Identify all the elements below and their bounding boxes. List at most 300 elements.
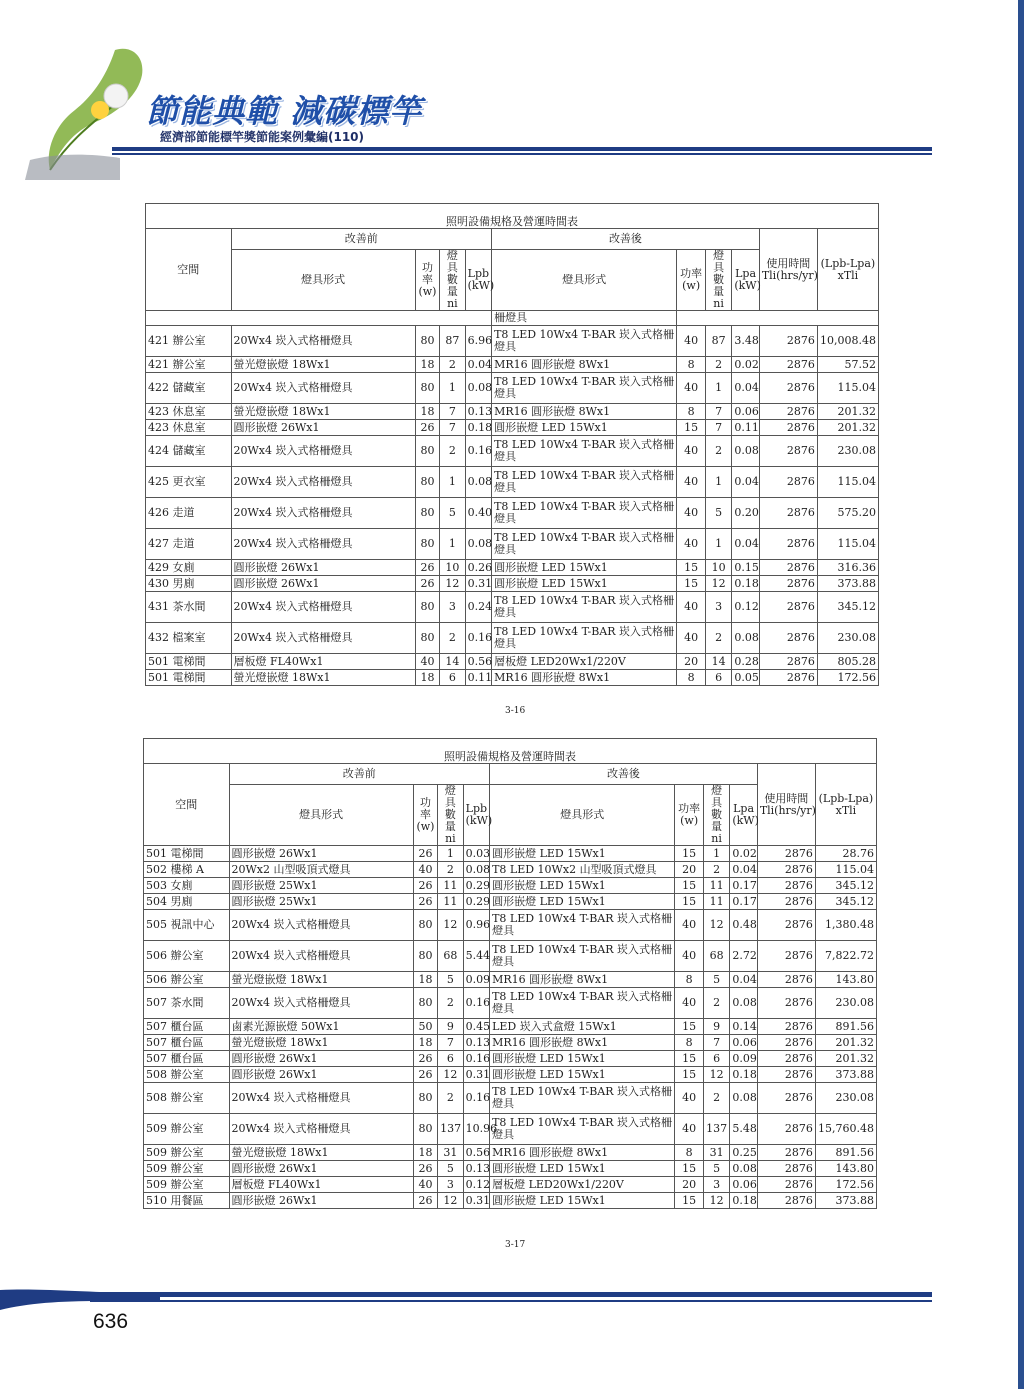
- table-cell: 2: [703, 862, 729, 878]
- table-cell: 12: [703, 1193, 729, 1209]
- table-cell: T8 LED 10Wx4 T-BAR 崁入式格柵燈具: [490, 941, 675, 972]
- table-cell: 7: [705, 420, 731, 436]
- table-cell: 20: [675, 1177, 704, 1193]
- table-cell: 11: [438, 894, 463, 910]
- table-cell: 423 休息室: [146, 404, 232, 420]
- table-cell: 40: [675, 1083, 704, 1114]
- table-cell: 圓形嵌燈 26Wx1: [229, 1161, 413, 1177]
- table-cell: 2876: [757, 1019, 815, 1035]
- table-cell: 40: [677, 467, 706, 498]
- table-cell: 圓形嵌燈 LED 15Wx1: [490, 894, 675, 910]
- header-lpb: Lpb (kW): [463, 785, 489, 846]
- table-cell: 2876: [759, 404, 817, 420]
- table-row: [144, 1145, 877, 1161]
- table-cell: T8 LED 10Wx4 T-BAR 崁入式格柵燈具: [490, 1114, 675, 1145]
- table-cell: 510 用餐區: [144, 1193, 230, 1209]
- table-cell: 68: [703, 941, 729, 972]
- table-cell: 0.25: [730, 1145, 757, 1161]
- header-after: 改善後: [490, 764, 758, 785]
- table-cell: 0.08: [465, 373, 491, 404]
- table-cell: 螢光燈嵌燈 18Wx1: [231, 404, 415, 420]
- table-cell: 172.56: [815, 1177, 876, 1193]
- table-cell: 2876: [759, 357, 817, 373]
- table-cell: 圓形嵌燈 26Wx1: [231, 576, 415, 592]
- table-cell: 0.11: [465, 670, 491, 686]
- table-cell: 15: [675, 878, 704, 894]
- table-cell: 20Wx4 崁入式格柵燈具: [231, 326, 415, 357]
- header-lpa: Lpa (kW): [732, 250, 759, 311]
- header-row: [144, 764, 877, 785]
- table-cell: 2876: [757, 988, 815, 1019]
- table-cell: 0.02: [732, 357, 759, 373]
- table-cell: T8 LED 10Wx4 T-BAR 崁入式格柵燈具: [492, 373, 677, 404]
- header-power-after: 功率 (w): [675, 785, 704, 846]
- table-cell: 503 女廁: [144, 878, 230, 894]
- table-cell: T8 LED 10Wx4 T-BAR 崁入式格柵燈具: [492, 467, 677, 498]
- table-cell: 6: [705, 670, 731, 686]
- table-cell: 80: [415, 623, 439, 654]
- table-row: [144, 1161, 877, 1177]
- table-cell: T8 LED 10Wx4 T-BAR 崁入式格柵燈具: [492, 529, 677, 560]
- table-cell: 345.12: [817, 592, 878, 623]
- table-cell: 80: [415, 592, 439, 623]
- table-cell: 18: [415, 404, 439, 420]
- table-row: [146, 436, 879, 467]
- continuation-text: 柵燈具: [492, 311, 677, 326]
- table-cell: 1: [440, 373, 465, 404]
- table-cell: 26: [415, 420, 439, 436]
- table-cell: 0.16: [463, 1083, 489, 1114]
- table-row: [144, 878, 877, 894]
- table-cell: 15: [675, 1161, 704, 1177]
- table-cell: 8: [677, 670, 706, 686]
- table-cell: 40: [677, 498, 706, 529]
- table-cell: 3.48: [732, 326, 759, 357]
- table-row: [144, 1035, 877, 1051]
- table-cell: 20Wx4 崁入式格柵燈具: [229, 910, 413, 941]
- table-cell: MR16 圓形嵌燈 8Wx1: [490, 1145, 675, 1161]
- table-cell: 115.04: [817, 529, 878, 560]
- footer-rule-thin: [90, 1300, 932, 1302]
- table-cell: 6: [703, 1051, 729, 1067]
- table-cell: MR16 圓形嵌燈 8Wx1: [492, 357, 677, 373]
- table-cell: 575.20: [817, 498, 878, 529]
- table-cell: 圓形嵌燈 25Wx1: [229, 894, 413, 910]
- table-cell: 8: [677, 404, 706, 420]
- table-cell: 鹵素光源嵌燈 50Wx1: [229, 1019, 413, 1035]
- table-cell: 2876: [759, 576, 817, 592]
- table-cell: 圓形嵌燈 LED 15Wx1: [490, 1067, 675, 1083]
- table-cell: 20Wx4 崁入式格柵燈具: [229, 941, 413, 972]
- table-cell: 0.15: [732, 560, 759, 576]
- table-cell: 20: [677, 654, 706, 670]
- table-row: [144, 1067, 877, 1083]
- table-cell: 20Wx4 崁入式格柵燈具: [229, 1114, 413, 1145]
- table-cell: T8 LED 10Wx4 T-BAR 崁入式格柵燈具: [492, 592, 677, 623]
- table-cell: 507 櫃台區: [144, 1035, 230, 1051]
- table-cell: 2876: [757, 846, 815, 862]
- table-cell: 12: [438, 910, 463, 941]
- table-cell: 427 走道: [146, 529, 232, 560]
- table-cell: MR16 圓形嵌燈 8Wx1: [490, 1035, 675, 1051]
- table-cell: 12: [703, 910, 729, 941]
- table-cell: 12: [438, 1067, 463, 1083]
- table-cell: 20Wx4 崁入式格柵燈具: [229, 988, 413, 1019]
- table-cell: MR16 圓形嵌燈 8Wx1: [490, 972, 675, 988]
- table-cell: 504 男廁: [144, 894, 230, 910]
- table-cell: 0.03: [463, 846, 489, 862]
- table-cell: 26: [413, 1067, 437, 1083]
- table-row: [144, 1051, 877, 1067]
- table-row: [144, 862, 877, 878]
- table-row: [144, 1083, 877, 1114]
- table-cell: 圓形嵌燈 26Wx1: [229, 1051, 413, 1067]
- table-cell: 10: [440, 560, 465, 576]
- table-cell: 26: [415, 576, 439, 592]
- table-cell: 3: [705, 592, 731, 623]
- table-cell: 8: [675, 1145, 704, 1161]
- table-cell: 80: [413, 988, 437, 1019]
- table-cell: 20Wx4 崁入式格柵燈具: [229, 1083, 413, 1114]
- table-row: [144, 1114, 877, 1145]
- brand-subtitle: 經濟部節能標竿獎節能案例彙編(110): [160, 130, 365, 144]
- table-cell: 431 茶水間: [146, 592, 232, 623]
- table-cell: 15: [677, 576, 706, 592]
- table-cell: 373.88: [815, 1193, 876, 1209]
- table-cell: 0.13: [463, 1035, 489, 1051]
- table-cell: 0.05: [732, 670, 759, 686]
- table-cell: 316.36: [817, 560, 878, 576]
- table-cell: 40: [677, 623, 706, 654]
- table-cell: 2: [440, 357, 465, 373]
- footer-rule: [90, 1292, 932, 1297]
- table-row: [146, 592, 879, 623]
- table-cell: 0.16: [465, 623, 491, 654]
- table-cell: 20Wx4 崁入式格柵燈具: [231, 498, 415, 529]
- table-cell: 5: [703, 972, 729, 988]
- table-cell: 5: [703, 1161, 729, 1177]
- table-cell: 螢光燈嵌燈 18Wx1: [231, 670, 415, 686]
- header-space: 空間: [146, 229, 232, 311]
- header-count-after: 燈具 數量 ni: [705, 250, 731, 311]
- table-cell: 0.18: [730, 1193, 757, 1209]
- table-cell: 424 儲藏室: [146, 436, 232, 467]
- table-cell: 115.04: [817, 373, 878, 404]
- table-cell: 40: [677, 326, 706, 357]
- table-cell: 7: [438, 1035, 463, 1051]
- table-cell: T8 LED 10Wx4 T-BAR 崁入式格柵燈具: [492, 498, 677, 529]
- table-cell: 圓形嵌燈 LED 15Wx1: [490, 1051, 675, 1067]
- table-cell: 26: [413, 1193, 437, 1209]
- table-cell: 圓形嵌燈 26Wx1: [231, 560, 415, 576]
- table-cell: 18: [413, 1035, 437, 1051]
- table-cell: 2876: [759, 467, 817, 498]
- table-cell: 506 辦公室: [144, 941, 230, 972]
- table-cell: 137: [703, 1114, 729, 1145]
- table-cell: T8 LED 10Wx4 T-BAR 崁入式格柵燈具: [492, 436, 677, 467]
- table-cell: 80: [415, 467, 439, 498]
- table-cell: 3: [440, 592, 465, 623]
- table-cell: 5: [438, 1161, 463, 1177]
- table-cell: 0.08: [732, 623, 759, 654]
- table-cell: 509 辦公室: [144, 1145, 230, 1161]
- table-cell: 423 休息室: [146, 420, 232, 436]
- header-before: 改善前: [229, 764, 490, 785]
- table-cell: 115.04: [817, 467, 878, 498]
- table-cell: 2876: [757, 1067, 815, 1083]
- table-cell: 143.80: [815, 1161, 876, 1177]
- table-cell: 圓形嵌燈 LED 15Wx1: [490, 1161, 675, 1177]
- table-cell: 40: [675, 910, 704, 941]
- table-cell: 0.48: [730, 910, 757, 941]
- footer-wedge: [0, 1270, 160, 1310]
- table-cell: 5.48: [730, 1114, 757, 1145]
- table-cell: 0.13: [463, 1161, 489, 1177]
- table-cell: 0.08: [465, 467, 491, 498]
- table-row: [146, 560, 879, 576]
- table-cell: 2: [703, 988, 729, 1019]
- table-cell: 螢光燈嵌燈 18Wx1: [231, 357, 415, 373]
- header-rule: [112, 147, 932, 151]
- table-cell: 2876: [759, 436, 817, 467]
- continuation-row: [146, 311, 879, 326]
- header-calc: (Lpb-Lpa) xTli: [817, 229, 878, 311]
- table-cell: 201.32: [815, 1051, 876, 1067]
- table-cell: 509 辦公室: [144, 1161, 230, 1177]
- table-cell: 圓形嵌燈 LED 15Wx1: [490, 846, 675, 862]
- table-cell: 5.44: [463, 941, 489, 972]
- table-cell: 2: [440, 436, 465, 467]
- table-cell: T8 LED 10Wx4 T-BAR 崁入式格柵燈具: [490, 1083, 675, 1114]
- table-cell: 28.76: [815, 846, 876, 862]
- table-cell: 2876: [759, 373, 817, 404]
- table-cell: 15: [675, 846, 704, 862]
- table-cell: 2: [705, 357, 731, 373]
- table-cell: 9: [703, 1019, 729, 1035]
- header-lpb: Lpb (kW): [465, 250, 491, 311]
- table-cell: 10,008.48: [817, 326, 878, 357]
- table-cell: T8 LED 10Wx4 T-BAR 崁入式格柵燈具: [492, 326, 677, 357]
- table-cell: 11: [703, 878, 729, 894]
- table-cell: 2876: [757, 1035, 815, 1051]
- table-cell: 20Wx4 崁入式格柵燈具: [231, 529, 415, 560]
- table-row: [144, 846, 877, 862]
- table-cell: 2.72: [730, 941, 757, 972]
- table-cell: 0.08: [730, 1161, 757, 1177]
- table-cell: 0.31: [463, 1067, 489, 1083]
- table-cell: 0.18: [465, 420, 491, 436]
- table-cell: 31: [438, 1145, 463, 1161]
- table-cell: 2: [703, 1083, 729, 1114]
- table-cell: 15: [675, 1067, 704, 1083]
- table-row: [146, 529, 879, 560]
- table-cell: 0.06: [730, 1035, 757, 1051]
- table-cell: 373.88: [817, 576, 878, 592]
- table-cell: 40: [675, 1114, 704, 1145]
- page-edge-bar: [1018, 0, 1024, 1389]
- table-cell: 0.56: [465, 654, 491, 670]
- table-cell: 14: [705, 654, 731, 670]
- table-cell: 2: [438, 988, 463, 1019]
- table-cell: T8 LED 10Wx4 T-BAR 崁入式格柵燈具: [492, 623, 677, 654]
- table-cell: 0.14: [730, 1019, 757, 1035]
- table-cell: 0.18: [732, 576, 759, 592]
- table-cell: 502 樓梯 A: [144, 862, 230, 878]
- table-cell: 0.26: [465, 560, 491, 576]
- table-cell: 0.09: [730, 1051, 757, 1067]
- table-cell: 螢光燈嵌燈 18Wx1: [229, 1035, 413, 1051]
- table-cell: 422 儲藏室: [146, 373, 232, 404]
- page-header: [0, 0, 1024, 190]
- table-cell: 15: [675, 894, 704, 910]
- header-count-before: 燈具 數量 ni: [438, 785, 463, 846]
- table-cell: 12: [438, 1193, 463, 1209]
- table-cell: 115.04: [815, 862, 876, 878]
- table-cell: 87: [705, 326, 731, 357]
- table-cell: 0.17: [730, 878, 757, 894]
- table-cell: 40: [675, 941, 704, 972]
- table-cell: 18: [415, 357, 439, 373]
- table-cell: 5: [440, 498, 465, 529]
- header-space: 空間: [144, 764, 230, 846]
- table-cell: 891.56: [815, 1019, 876, 1035]
- table-row: [146, 326, 879, 357]
- title-row: [146, 204, 879, 229]
- table-cell: 2: [438, 1083, 463, 1114]
- lighting-table-2: [143, 738, 877, 1209]
- table-cell: 26: [413, 846, 437, 862]
- table-cell: 230.08: [815, 988, 876, 1019]
- table-cell: 圓形嵌燈 26Wx1: [231, 420, 415, 436]
- header-fixture-before: 燈具形式: [229, 785, 413, 846]
- table-cell: 0.08: [465, 529, 491, 560]
- table-cell: 2876: [757, 1193, 815, 1209]
- table-cell: MR16 圓形嵌燈 8Wx1: [492, 404, 677, 420]
- table-cell: 345.12: [815, 878, 876, 894]
- table-cell: 15: [675, 1051, 704, 1067]
- table-cell: 143.80: [815, 972, 876, 988]
- table-cell: 1: [705, 467, 731, 498]
- table-cell: 層板燈 FL40Wx1: [229, 1177, 413, 1193]
- table-cell: 7,822.72: [815, 941, 876, 972]
- table-cell: 426 走道: [146, 498, 232, 529]
- table-cell: 2876: [757, 894, 815, 910]
- table-cell: 0.11: [732, 420, 759, 436]
- table-cell: 1: [703, 846, 729, 862]
- table-cell: 0.06: [730, 1177, 757, 1193]
- table-cell: 421 辦公室: [146, 326, 232, 357]
- table-cell: 80: [413, 1114, 437, 1145]
- table-cell: 501 電梯間: [144, 846, 230, 862]
- table-cell: 12: [440, 576, 465, 592]
- table-cell: 15,760.48: [815, 1114, 876, 1145]
- table-cell: 1: [440, 529, 465, 560]
- table-cell: 圓形嵌燈 26Wx1: [229, 1193, 413, 1209]
- table-cell: 螢光燈嵌燈 18Wx1: [229, 1145, 413, 1161]
- table-cell: 14: [440, 654, 465, 670]
- table-cell: 80: [413, 941, 437, 972]
- table-cell: 80: [415, 529, 439, 560]
- table-cell: 40: [677, 529, 706, 560]
- table-cell: 230.08: [815, 1083, 876, 1114]
- table-cell: 2876: [759, 670, 817, 686]
- table-cell: 20: [675, 862, 704, 878]
- table-cell: 172.56: [817, 670, 878, 686]
- table-cell: 2876: [759, 560, 817, 576]
- table-cell: 31: [703, 1145, 729, 1161]
- table-cell: 12: [703, 1067, 729, 1083]
- table-cell: 505 視訊中心: [144, 910, 230, 941]
- table-cell: 7: [703, 1035, 729, 1051]
- table-cell: 26: [413, 1051, 437, 1067]
- table-cell: 0.12: [732, 592, 759, 623]
- table-row: [144, 910, 877, 941]
- table-cell: 圓形嵌燈 26Wx1: [229, 846, 413, 862]
- table-cell: T8 LED 10Wx2 山型吸頂式燈具: [490, 862, 675, 878]
- table-cell: 0.96: [463, 910, 489, 941]
- table-cell: 圓形嵌燈 25Wx1: [229, 878, 413, 894]
- table-cell: [146, 311, 492, 326]
- table-cell: 0.45: [463, 1019, 489, 1035]
- table-cell: 0.18: [730, 1067, 757, 1083]
- table-cell: 0.17: [730, 894, 757, 910]
- table-cell: 20Wx4 崁入式格柵燈具: [231, 467, 415, 498]
- table-cell: 26: [413, 1161, 437, 1177]
- table-cell: 0.56: [463, 1145, 489, 1161]
- table-row: [146, 623, 879, 654]
- table-cell: 201.32: [817, 404, 878, 420]
- table-cell: 5: [705, 498, 731, 529]
- table-cell: 8: [677, 357, 706, 373]
- table-cell: 891.56: [815, 1145, 876, 1161]
- table-cell: 2876: [757, 1051, 815, 1067]
- table-row: [146, 654, 879, 670]
- table-cell: 0.08: [730, 1083, 757, 1114]
- table-cell: 0.09: [463, 972, 489, 988]
- table-cell: 2876: [759, 623, 817, 654]
- table-cell: LED 崁入式盒燈 15Wx1: [490, 1019, 675, 1035]
- table-cell: 425 更衣室: [146, 467, 232, 498]
- table-row: [146, 498, 879, 529]
- table-cell: 20Wx2 山型吸頂式燈具: [229, 862, 413, 878]
- table-cell: [677, 311, 879, 326]
- table-cell: 2876: [757, 1177, 815, 1193]
- table-cell: 圓形嵌燈 LED 15Wx1: [492, 576, 677, 592]
- table-cell: 11: [438, 878, 463, 894]
- header-fixture-after: 燈具形式: [492, 250, 677, 311]
- table-cell: 6.96: [465, 326, 491, 357]
- table-cell: 50: [413, 1019, 437, 1035]
- header-calc: (Lpb-Lpa) xTli: [815, 764, 876, 846]
- table-cell: 18: [415, 670, 439, 686]
- table-cell: 2876: [757, 1114, 815, 1145]
- table-cell: 26: [415, 560, 439, 576]
- header-lpa: Lpa (kW): [730, 785, 757, 846]
- table-caption-1: 3-16: [505, 706, 526, 716]
- table-cell: 0.04: [732, 373, 759, 404]
- header-after: 改善後: [492, 229, 760, 250]
- table-cell: 20Wx4 崁入式格柵燈具: [231, 436, 415, 467]
- table-cell: 0.16: [463, 1051, 489, 1067]
- table-cell: 507 櫃台區: [144, 1051, 230, 1067]
- table-cell: 230.08: [817, 436, 878, 467]
- table-cell: 80: [415, 373, 439, 404]
- table-cell: 2876: [757, 910, 815, 941]
- table-cell: 0.08: [732, 436, 759, 467]
- table-cell: 506 辦公室: [144, 972, 230, 988]
- title-row: [144, 739, 877, 764]
- table-cell: 2876: [759, 326, 817, 357]
